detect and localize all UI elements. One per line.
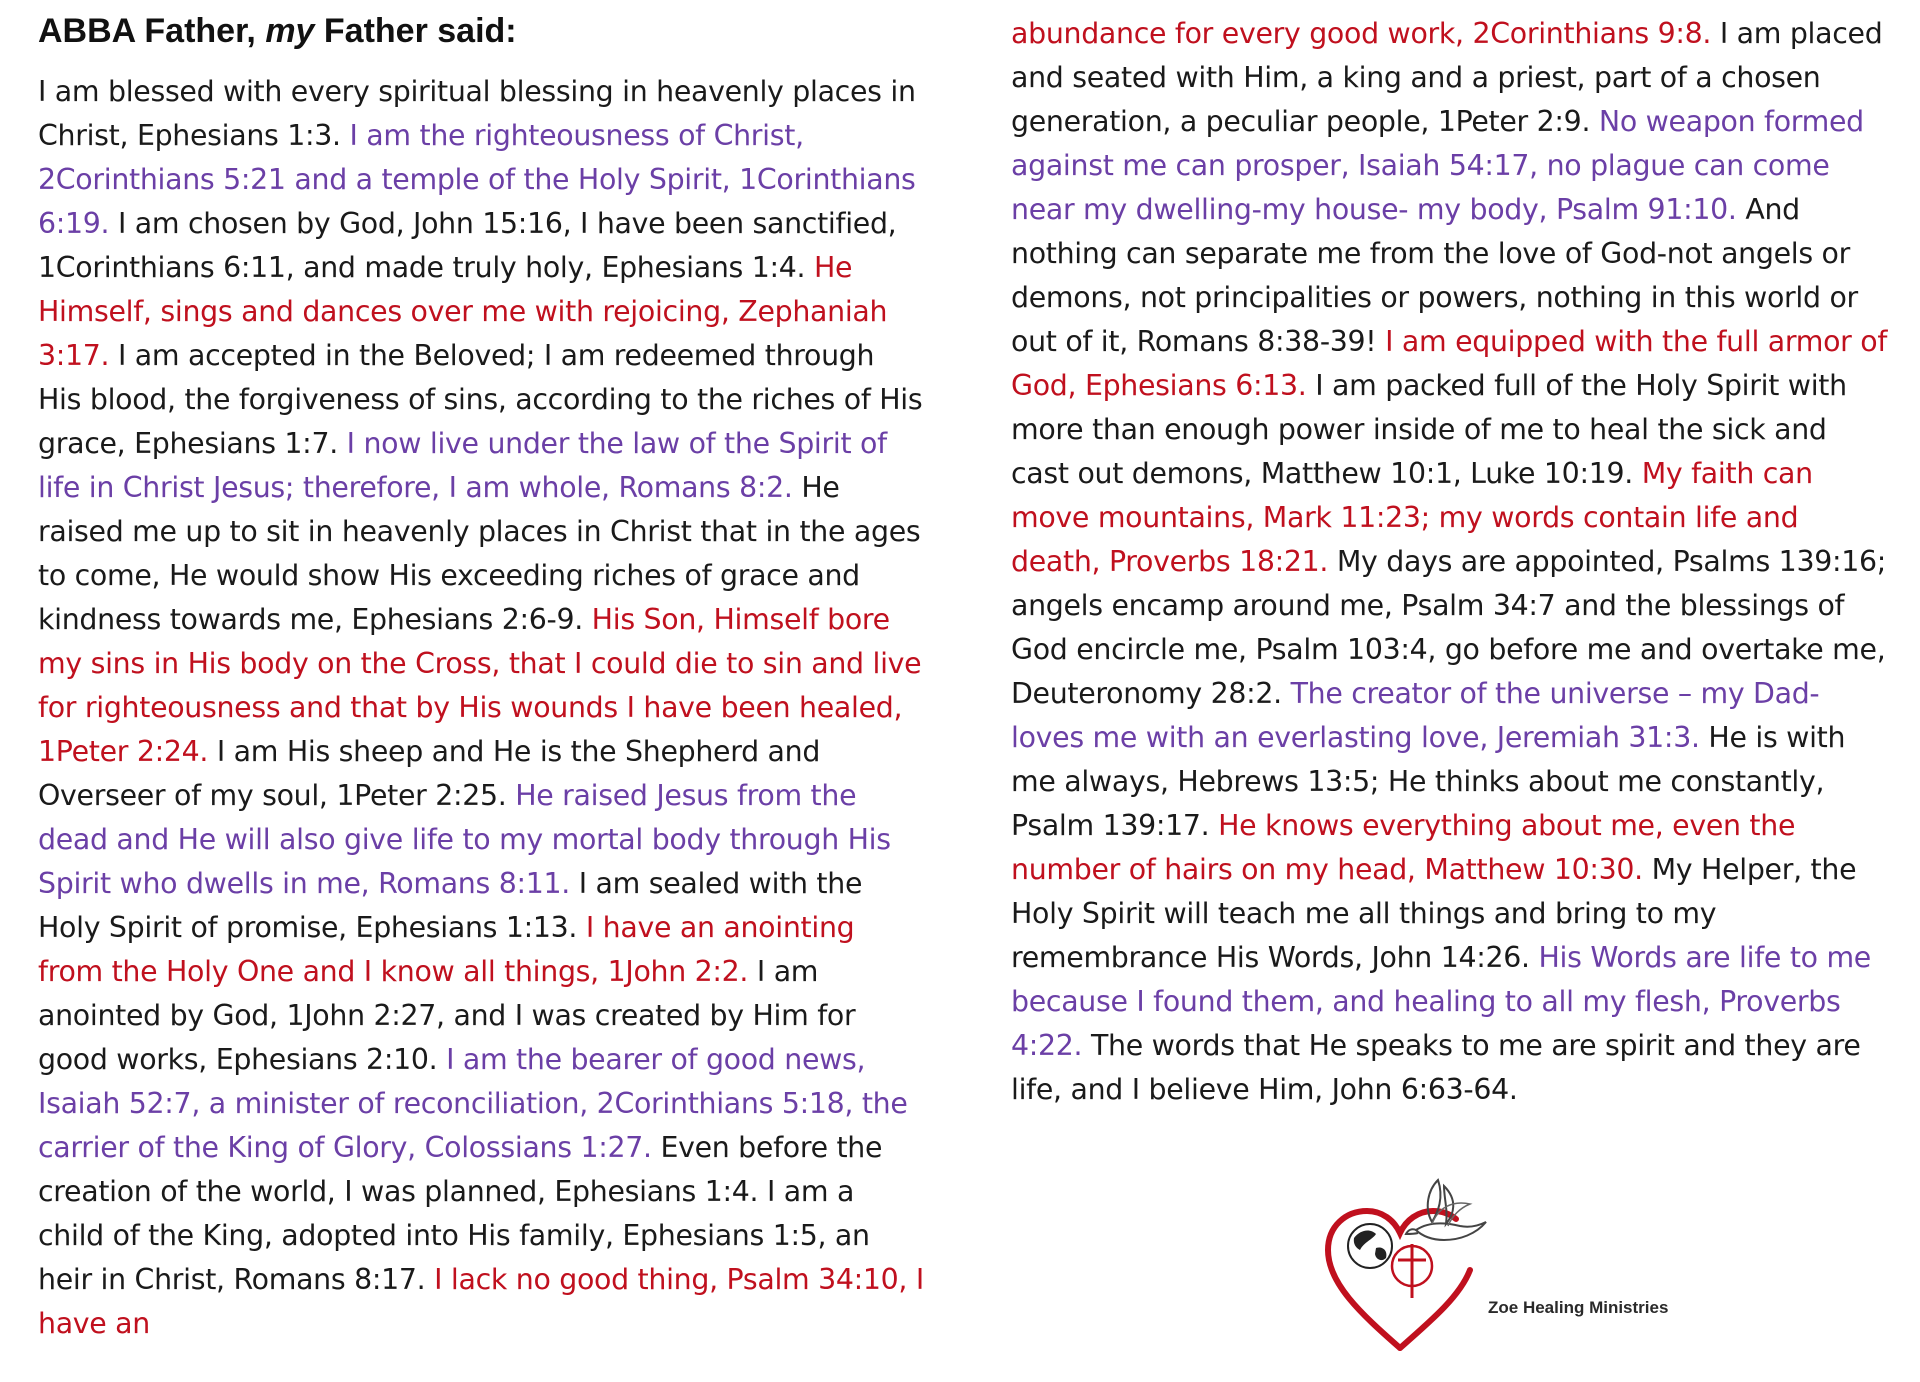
text-segment-black: I am accepted in the Beloved; I am redeemed through His blood, the forgiveness of sins, according to the riches of His grace, Ephesians 1:7. [38,339,923,460]
logo-graphic [1320,1178,1490,1358]
text-segment-black: Even before the creation of the world, I was planned, Ephesians 1:4. I am a child of the King, adopted into His family, Ephesians 1:5, an heir in Christ, Romans 8:17. [38,1131,883,1296]
title-prefix: ABBA Father, [38,12,266,50]
left-text-column [38,70,924,1346]
text-segment-purple: I now live under the law of the Spirit of life in Christ Jesus; therefore, I am whole, Romans 8:2. [38,427,887,504]
dove-icon [1406,1180,1486,1240]
text-segment-red: I lack no good thing, Psalm 34:10, I have an [38,1263,924,1340]
ministry-logo [1320,1178,1740,1368]
text-segment-black: I am packed full of the Holy Spirit with more than enough power inside of me to heal the sick and cast out demons, Matthew 10:1, Luke 10:19. [1011,369,1847,490]
text-segment-black: I am blessed with every spiritual blessing in heavenly places in Christ, Ephesians 1:3. [38,75,916,152]
title-suffix: Father said: [314,12,517,50]
page-title [38,8,517,54]
text-segment-red: abundance for every good work, 2Corinthians 9:8. [1011,17,1712,50]
text-segment-black: I am sealed with the Holy Spirit of promise, Ephesians 1:13. [38,867,863,944]
text-segment-red: His Son, Himself bore my sins in His body on the Cross, that I could die to sin and live for righteousness and that by His wounds I have been healed, 1Peter 2:24. [38,603,922,768]
text-segment-purple: I am the bearer of good news, Isaiah 52:7, a minister of reconciliation, 2Corinthians 5:18, the carrier of the King of Glory, Colossians 1:27. [38,1043,908,1164]
logo-text: Zoe Healing Ministries [1488,1298,1669,1317]
text-segment-black: My days are appointed, Psalms 139:16; angels encamp around me, Psalm 34:7 and the blessings of God encircle me, Psalm 103:4, go before me and overtake me, Deuteronomy 28:2. [1011,545,1887,710]
text-segment-purple: His Words are life to me because I found them, and healing to all my flesh, Proverbs 4:22. [1011,941,1871,1062]
text-segment-black: I am His sheep and He is the Shepherd and Overseer of my soul, 1Peter 2:25. [38,735,821,812]
text-segment-black: I am chosen by God, John 15:16, I have been sanctified, 1Corinthians 6:11, and made truly holy, Ephesians 1:4. [38,207,897,284]
text-segment-purple: No weapon formed against me can prosper, Isaiah 54:17, no plague can come near my dwelling-my house- my body, Psalm 91:10. [1011,105,1864,226]
text-segment-purple: I am the righteousness of Christ, 2Corinthians 5:21 and a temple of the Holy Spirit, 1Corinthians 6:19. [38,119,916,240]
title-emphasis: my [265,12,315,50]
right-text-column [1011,12,1893,1112]
heart-icon [1328,1211,1470,1348]
text-segment-red: I have an anointing from the Holy One and I know all things, 1John 2:2. [38,911,855,988]
text-segment-red: I am equipped with the full armor of God, Ephesians 6:13. [1011,325,1888,402]
text-segment-black: I am placed and seated with Him, a king and a priest, part of a chosen generation, a peculiar people, 1Peter 2:9. [1011,17,1883,138]
globe-icon [1348,1224,1392,1268]
text-segment-black: The words that He speaks to me are spirit and they are life, and I believe Him, John 6:63-64. [1011,1029,1861,1106]
text-segment-purple: The creator of the universe – my Dad- loves me with an everlasting love, Jeremiah 31:3. [1011,677,1820,754]
text-segment-black: He raised me up to sit in heavenly places in Christ that in the ages to come, He would show His exceeding riches of grace and kindness towards me, Ephesians 2:6-9. [38,471,921,636]
text-segment-red: My faith can move mountains, Mark 11:23; my words contain life and death, Proverbs 18:21. [1011,457,1813,578]
text-segment-black: I am anointed by God, 1John 2:27, and I was created by Him for good works, Ephesians 2:10. [38,955,856,1076]
text-segment-black: And nothing can separate me from the love of God-not angels or demons, not principalities or powers, nothing in this world or out of it, Romans 8:38-39! [1011,193,1858,358]
text-segment-red: He knows everything about me, even the number of hairs on my head, Matthew 10:30. [1011,809,1796,886]
cross-icon [1392,1244,1432,1298]
text-segment-red: He Himself, sings and dances over me with rejoicing, Zephaniah 3:17. [38,251,888,372]
text-segment-purple: He raised Jesus from the dead and He will also give life to my mortal body through His Spirit who dwells in me, Romans 8:11. [38,779,891,900]
text-segment-black: My Helper, the Holy Spirit will teach me all things and bring to my remembrance His Words, John 14:26. [1011,853,1857,974]
text-segment-black: He is with me always, Hebrews 13:5; He thinks about me constantly, Psalm 139:17. [1011,721,1846,842]
